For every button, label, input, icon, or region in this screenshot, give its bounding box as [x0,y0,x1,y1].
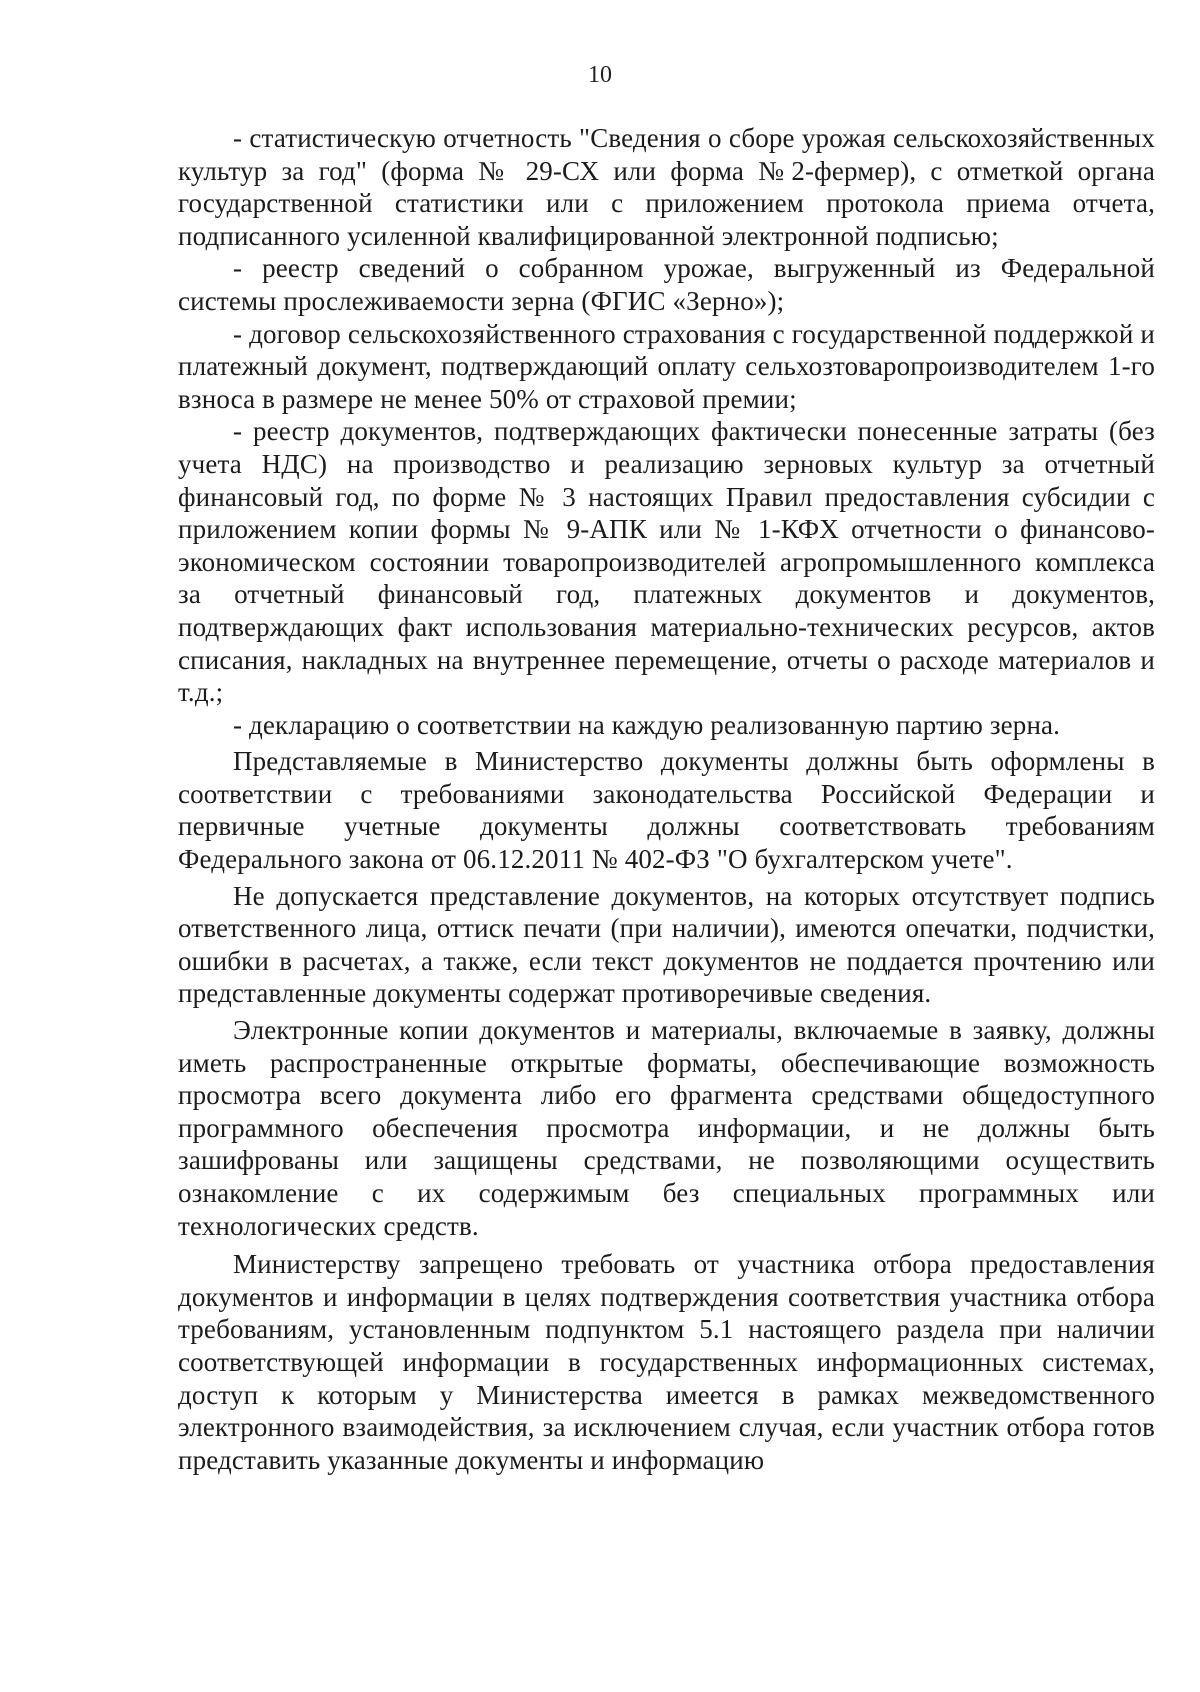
paragraph-inadmissible-documents: Не допускается представление документов, на которых отсутствует подпись ответственного лица, оттиск печати (при наличии), имеются опечатки, подчистки, ошибки в расчетах, а также, если текст документов не поддается прочтению или представленные документы содержат противоречивые сведения. [178,880,1155,1009]
paragraph-insurance-contract: - договор сельскохозяйственного страхования с государственной поддержкой и платежный документ, подтверждающий оплату сельхозтоваропроизводителем 1-го взноса в размере не менее 50% от страховой премии; [178,318,1155,414]
paragraph-cost-registry: - реестр документов, подтверждающих фактически понесенные затраты (без учета НДС) на производство и реализацию зерновых культур за отчетный финансовый год, по форме № 3 настоящих Правил предоставления субсидии с приложением копии формы № 9-АПК или № 1-КФХ отчетности о финансово-экономическом состоянии товаропроизводителей агропромышленного комплекса за отчетный финансовый год, платежных документов и документов, подтверждающих факт использования материально-технических ресурсов, актов списания, накладных на внутреннее перемещение, отчеты о расходе материалов и т.д.; [178,416,1155,708]
paragraph-document-requirements: Представляемые в Министерство документы должны быть оформлены в соответствии с требованиями законодательства Российской Федерации и первичные учетные документы должны соответствовать требованиям Федерального закона от 06.12.2011 № 402-ФЗ "О бухгалтерском учете". [178,746,1155,875]
paragraph-declaration: - декларацию о соответствии на каждую реализованную партию зерна. [233,709,1061,740]
paragraph-electronic-copies: Электронные копии документов и материалы, включаемые в заявку, должны иметь распространенные открытые форматы, обеспечивающие возможность просмотра всего документа либо его фрагмента средствами общедоступного программного обеспечения просмотра информации, и не должны быть зашифрованы или защищены средствами, не позволяющими осуществить ознакомление с их содержимым без специальных программных или технологических средств. [178,1015,1155,1241]
document-body [178,122,1155,1476]
paragraph-harvest-registry: - реестр сведений о собранном урожае, выгруженный из Федеральной системы прослеживаемости зерна (ФГИС «Зерно»); [178,253,1155,316]
paragraph-statistical-report: - статистическую отчетность "Сведения о сборе урожая сельскохозяйственных культур за год" (форма № 29-СХ или форма №2-фермер), с отметкой органа государственной статистики или с приложением протокола приема отчета, подписанного усиленной квалифицированной электронной подписью; [178,123,1155,251]
paragraph-ministry-prohibition: Министерству запрещено требовать от участника отбора предоставления документов и информации в целях подтверждения соответствия участника отбора требованиям, установленным подпунктом 5.1 настоящего раздела при наличии соответствующей информации в государственных информационных системах, доступ к которым у Министерства имеется в рамках межведомственного электронного взаимодействия, за исключением случая, если участник отбора готов представить указанные документы и информацию [178,1249,1155,1475]
page-number: 10 [588,62,612,88]
